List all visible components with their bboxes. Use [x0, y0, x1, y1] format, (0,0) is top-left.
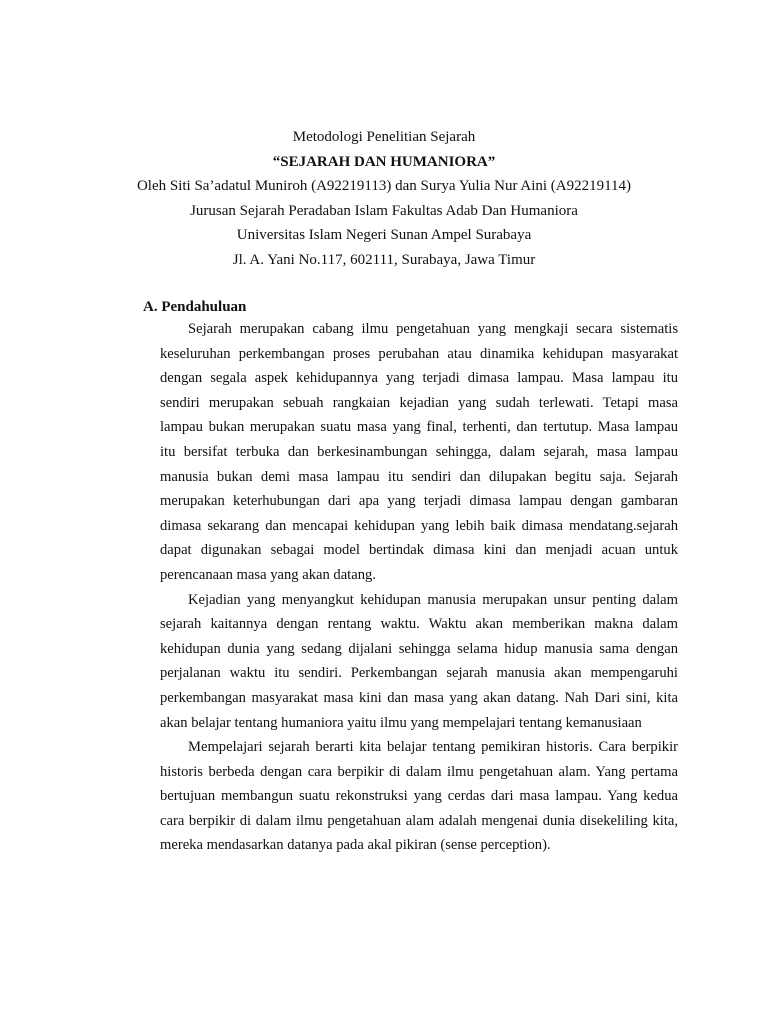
department-line: Jurusan Sejarah Peradaban Islam Fakultas Adab Dan Humaniora: [190, 202, 578, 219]
course-name: Metodologi Penelitian Sejarah: [292, 129, 476, 145]
paragraph-line: itu bersifat terbuka dan berkesinambungan sehingga, dalam sejarah, masa lampau: [160, 443, 678, 460]
paragraph-line: kehidupan dunia yang sedang dijalani sehingga selama hidup manusia sama dengan: [160, 640, 678, 657]
paragraph-line: Sejarah merupakan cabang ilmu pengetahuan yang mengkaji secara sistematis: [188, 321, 678, 337]
paragraph-line: mereka mendasarkan datanya pada akal pikiran (sense perception).: [160, 837, 551, 854]
paragraph-line: merupakan keterhubungan dari apa yang terjadi dimasa lampau dengan gambaran: [160, 493, 678, 510]
document-header: [0, 125, 768, 272]
document-title: “SEJARAH DAN HUMANIORA”: [272, 153, 496, 170]
paragraph-line: dengan segala aspek kehidupannya yang terjadi dimasa lampau. Masa lampau itu: [160, 370, 678, 387]
paragraph-line: keseluruhan perkembangan proses perubahan atau dinamika kehidupan masyarakat: [160, 345, 678, 362]
paragraph-line: perjalanan waktu itu sendiri. Perkembangan sejarah manusia akan mempengaruhi: [160, 665, 678, 682]
paragraph-line: akan belajar tentang humaniora yaitu ilmu yang mempelajari tentang kemanusiaan: [160, 714, 642, 731]
paragraph-line: sejarah kaitannya dengan rentang waktu. Waktu akan memberikan makna dalam: [160, 616, 678, 633]
paragraph-line: cara berpikir di dalam ilmu pengetahuan alam adalah mengenai dunia disekeliling kita,: [160, 812, 678, 829]
university-line: Universitas Islam Negeri Sunan Ampel Surabaya: [236, 227, 532, 243]
paragraph-2: [160, 588, 678, 736]
paragraph-line: Mempelajari sejarah berarti kita belajar tentang pemikiran historis. Cara berpikir: [188, 739, 678, 756]
paragraph-1: [160, 317, 678, 588]
authors-line: Oleh Siti Sa’adatul Muniroh (A92219113) dan Surya Yulia Nur Aini (A92219114): [136, 178, 632, 194]
paragraph-line: manusia bukan demi masa lampau itu sendiri dan dilupakan begitu saja. Sejarah: [160, 468, 678, 485]
section-body: [160, 317, 678, 858]
address-line: Jl. A. Yani No.117, 602111, Surabaya, Jawa Timur: [232, 251, 536, 268]
paragraph-line: sendiri merupakan sebuah rangkaian kejadian yang sudah terlewati. Tetapi masa: [160, 394, 678, 411]
paragraph-line: Kejadian yang menyangkut kehidupan manusia merupakan unsur penting dalam: [188, 591, 678, 608]
paragraph-line: bertujuan membangun suatu rekonstruksi yang cerdas dari masa lampau. Yang kedua: [160, 788, 678, 805]
paragraph-line: perencanaan masa yang akan datang.: [160, 566, 376, 583]
paragraph-line: perkembangan masyarakat masa kini dan masa yang akan datang. Nah Dari sini, kita: [160, 689, 678, 706]
paragraph-line: dimasa sekarang dan mencapai kehidupan yang lebih baik dimasa mendatang.sejarah: [160, 517, 678, 534]
paragraph-line: historis berbeda dengan cara berpikir di dalam ilmu pengetahuan alam. Yang pertama: [160, 763, 678, 780]
paragraph-3: [160, 735, 678, 858]
section-heading: A. Pendahuluan: [143, 299, 247, 315]
paragraph-line: lampau bukan merupakan suatu masa yang final, terhenti, dan tertutup. Masa lampau: [160, 419, 678, 436]
paragraph-line: dapat digunakan sebagai model bertindak dimasa kini dan menjadi acuan untuk: [160, 542, 678, 559]
